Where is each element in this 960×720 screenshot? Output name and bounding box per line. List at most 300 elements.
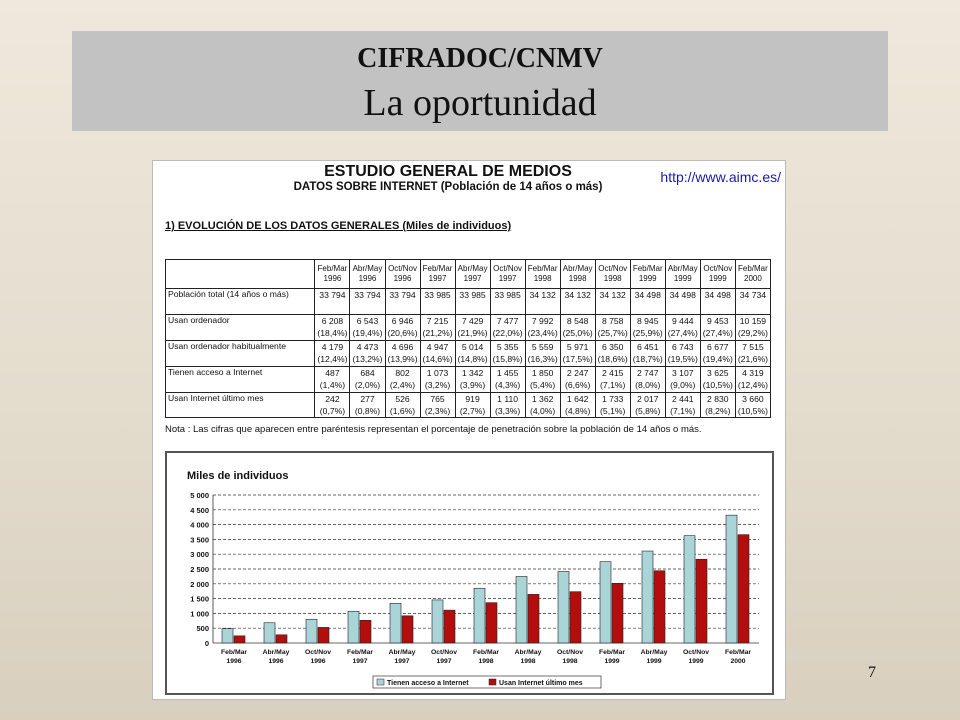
- table-cell: [735, 341, 770, 367]
- cell-value: 4 473: [356, 342, 379, 352]
- table-cell: [595, 367, 630, 393]
- table-cell: [350, 341, 385, 367]
- cell-percent: (16,3%): [527, 354, 558, 364]
- table-header-period: [350, 260, 385, 289]
- cell-value: 765: [430, 394, 445, 404]
- cell-value: 34 132: [599, 290, 626, 300]
- table-cell: [560, 289, 595, 315]
- bar-usage: [318, 627, 329, 643]
- table-cell: [315, 289, 350, 315]
- period-label-line: Abr/May: [457, 264, 488, 273]
- study-panel: [152, 160, 786, 700]
- cell-percent: (1,6%): [389, 406, 416, 416]
- table-cell: [315, 341, 350, 367]
- cell-value: 7 992: [531, 316, 554, 326]
- cell-value: 242: [325, 394, 340, 404]
- cell-value: 2 247: [566, 368, 589, 378]
- table-header-period: [560, 260, 595, 289]
- table-cell: [350, 367, 385, 393]
- cell-value: 1 110: [497, 394, 519, 404]
- period-label-line: Feb/Mar: [317, 264, 348, 273]
- period-label-line: 1999: [708, 274, 727, 283]
- cell-value: 9 453: [707, 316, 729, 326]
- bar-usage: [276, 635, 287, 643]
- x-tick-label: Oct/Nov: [430, 649, 458, 656]
- cell-percent: (15,8%): [492, 354, 523, 364]
- table-header-period: [420, 260, 455, 289]
- cell-percent: (29,2%): [737, 328, 768, 338]
- x-tick-label: 1998: [520, 658, 536, 665]
- table-header-row: [166, 260, 771, 289]
- cell-value: 34 498: [669, 290, 696, 300]
- table-cell: [385, 341, 420, 367]
- cell-value: 6 350: [601, 342, 624, 352]
- cell-value: 4 319: [742, 368, 764, 378]
- table-cell: [315, 367, 350, 393]
- table-cell: [455, 367, 490, 393]
- cell-value: 6 451: [636, 342, 659, 352]
- cell-percent: (3,3%): [494, 406, 521, 416]
- table-cell: [490, 289, 525, 315]
- table-cell: [525, 367, 560, 393]
- x-tick-label: Oct/Nov: [682, 649, 710, 656]
- cell-percent: (18,7%): [632, 354, 663, 364]
- cell-percent: (7,1%): [670, 406, 696, 416]
- x-tick-label: Abr/May: [262, 649, 290, 656]
- table-cell: [455, 289, 490, 315]
- table-cell: [630, 367, 665, 393]
- cell-value: 919: [465, 394, 480, 404]
- table-cell: [665, 393, 700, 418]
- y-tick-label: 1 000: [190, 609, 209, 619]
- cell-percent: (14,8%): [457, 354, 488, 364]
- cell-percent: (3,2%): [424, 380, 451, 390]
- cell-percent: (6,6%): [565, 380, 591, 390]
- cell-value: 9 444: [672, 316, 694, 326]
- cell-value: 34 498: [634, 290, 661, 300]
- table-cell: [700, 393, 735, 418]
- y-tick-label: 3 000: [190, 550, 209, 560]
- x-tick-label: Feb/Mar: [346, 649, 374, 656]
- cell-value: 8 548: [566, 316, 589, 326]
- bar-usage: [570, 592, 581, 643]
- period-label-line: Oct/Nov: [493, 264, 523, 273]
- cell-percent: (2,3%): [424, 406, 451, 416]
- cell-value: 8 758: [601, 316, 624, 326]
- bar-access: [222, 629, 233, 643]
- x-tick-label: 1998: [478, 658, 494, 665]
- bar-usage: [654, 571, 665, 643]
- table-header-period: [490, 260, 525, 289]
- cell-percent: (18,4%): [317, 328, 348, 338]
- legend-label: Usan Internet último mes: [499, 680, 583, 687]
- table-cell: [490, 341, 525, 367]
- period-label-line: Feb/Mar: [632, 264, 663, 273]
- page-number: 7: [868, 664, 876, 681]
- cell-percent: (19,4%): [352, 328, 383, 338]
- cell-value: 5 355: [496, 342, 519, 352]
- cell-value: 6 743: [672, 342, 694, 352]
- period-label-line: Oct/Nov: [598, 264, 628, 273]
- table-cell: [350, 315, 385, 341]
- period-label-line: Feb/Mar: [738, 264, 768, 273]
- table-header-corner: [166, 260, 315, 289]
- table-cell: [630, 341, 665, 367]
- cell-percent: (20,6%): [387, 328, 418, 338]
- x-tick-label: 1998: [562, 658, 578, 665]
- bar-access: [432, 600, 443, 643]
- period-label-line: 1998: [568, 274, 587, 283]
- cell-value: 5 971: [566, 342, 589, 352]
- cell-percent: (10,5%): [702, 380, 733, 390]
- cell-percent: (17,5%): [562, 354, 593, 364]
- table-cell: [630, 289, 665, 315]
- cell-value: 4 947: [426, 342, 449, 352]
- cell-value: 33 794: [319, 290, 346, 300]
- table-header-period: [665, 260, 700, 289]
- cell-value: 6 677: [707, 342, 729, 352]
- table-header-period: [525, 260, 560, 289]
- cell-percent: (18,6%): [597, 354, 628, 364]
- cell-percent: (7,1%): [600, 380, 626, 390]
- cell-percent: (5,8%): [635, 406, 661, 416]
- bar-usage: [612, 583, 623, 643]
- x-tick-label: 1997: [352, 658, 368, 665]
- cell-percent: (12,4%): [737, 380, 768, 390]
- table-cell: [420, 393, 455, 418]
- period-label-line: 1999: [673, 274, 692, 283]
- study-title: ESTUDIO GENERAL DE MEDIOS: [324, 163, 572, 180]
- section-heading: 1) EVOLUCIÓN DE LOS DATOS GENERALES (Miles de individuos): [165, 220, 512, 232]
- bar-access: [390, 603, 401, 643]
- table-cell: [595, 315, 630, 341]
- x-tick-label: 1997: [394, 658, 410, 665]
- table-cell: [595, 289, 630, 315]
- bar-access: [726, 515, 737, 643]
- period-label-line: Feb/Mar: [422, 264, 453, 273]
- cell-value: 684: [360, 368, 375, 378]
- cell-percent: (22,0%): [492, 328, 523, 338]
- cell-value: 4 179: [321, 342, 344, 352]
- y-tick-label: 3 500: [190, 535, 209, 545]
- row-label: Usan ordenador habitualmente: [166, 341, 315, 367]
- table-body: [166, 289, 771, 418]
- table-cell: [735, 289, 770, 315]
- cell-value: 7 429: [461, 316, 484, 326]
- y-tick-label: 4 500: [190, 505, 209, 515]
- table-header-period: [735, 260, 770, 289]
- x-tick-label: 1999: [688, 658, 704, 665]
- legend-swatch: [377, 679, 384, 685]
- cell-percent: (4,0%): [529, 406, 556, 416]
- x-tick-label: 1999: [646, 658, 662, 665]
- cell-value: 2 415: [601, 368, 624, 378]
- cell-value: 33 985: [494, 290, 521, 300]
- source-url-link[interactable]: http://www.aimc.es/: [660, 169, 781, 185]
- cell-percent: (27,4%): [667, 328, 698, 338]
- slide-header: [72, 31, 888, 131]
- cell-value: 5 014: [461, 342, 484, 352]
- table-header-period: [595, 260, 630, 289]
- cell-value: 1 850: [531, 368, 554, 378]
- bar-usage: [234, 636, 245, 643]
- table-cell: [560, 367, 595, 393]
- table-header-period: [700, 260, 735, 289]
- table-note: Nota : Las cifras que aparecen entre paréntesis representan el porcentaje de penetración sobre la población de 14 años o más.: [165, 424, 702, 435]
- x-tick-label: 1996: [268, 658, 284, 665]
- x-tick-label: Abr/May: [514, 649, 542, 656]
- legend-label: Tienen acceso a Internet: [387, 680, 469, 687]
- x-tick-label: 1999: [604, 658, 620, 665]
- bar-access: [264, 623, 275, 643]
- table-row: [166, 289, 771, 315]
- cell-percent: (21,9%): [457, 328, 488, 338]
- cell-value: 34 132: [529, 290, 556, 300]
- cell-value: 1 733: [601, 394, 624, 404]
- table-cell: [700, 315, 735, 341]
- cell-value: 277: [360, 394, 375, 404]
- table-cell: [665, 289, 700, 315]
- table-row: [166, 341, 771, 367]
- table-cell: [700, 289, 735, 315]
- cell-percent: (0,7%): [319, 406, 346, 416]
- y-tick-label: 4 000: [190, 520, 209, 530]
- table-header-period: [315, 260, 350, 289]
- bar-usage: [402, 616, 413, 643]
- cell-percent: (2,7%): [459, 406, 486, 416]
- table-header-period: [455, 260, 490, 289]
- table-cell: [525, 341, 560, 367]
- cell-value: 34 734: [739, 290, 767, 300]
- period-label-line: 1996: [393, 274, 412, 283]
- cell-percent: (2,4%): [389, 380, 416, 390]
- table-cell: [350, 393, 385, 418]
- period-label-line: 1998: [603, 274, 622, 283]
- table-cell: [525, 289, 560, 315]
- table-row: [166, 367, 771, 393]
- table-cell: [455, 393, 490, 418]
- period-label-line: 2000: [744, 274, 762, 283]
- x-tick-label: 1996: [310, 658, 326, 665]
- table-cell: [315, 315, 350, 341]
- bar-access: [348, 611, 359, 643]
- table-header-period: [385, 260, 420, 289]
- period-label-line: Abr/May: [562, 264, 593, 273]
- cell-percent: (8,2%): [705, 406, 731, 416]
- cell-value: 33 985: [424, 290, 451, 300]
- period-label-line: 1997: [428, 274, 447, 283]
- chart-title: Miles de individuos: [187, 470, 289, 482]
- slide-subtitle: La oportunidad: [363, 82, 597, 124]
- x-tick-label: Feb/Mar: [472, 649, 500, 656]
- table-cell: [420, 315, 455, 341]
- table-cell: [525, 315, 560, 341]
- cell-value: 6 208: [321, 316, 344, 326]
- cell-value: 6 946: [391, 316, 414, 326]
- data-table: [165, 259, 771, 418]
- cell-percent: (0,8%): [354, 406, 381, 416]
- cell-value: 33 794: [389, 290, 416, 300]
- cell-percent: (25,9%): [632, 328, 663, 338]
- table-cell: [595, 341, 630, 367]
- cell-percent: (27,4%): [702, 328, 733, 338]
- period-label-line: 1996: [323, 274, 342, 283]
- period-label-line: 1997: [463, 274, 482, 283]
- table-row: [166, 393, 771, 418]
- table-cell: [350, 289, 385, 315]
- legend-swatch: [489, 679, 496, 685]
- cell-percent: (13,9%): [387, 354, 418, 364]
- cell-percent: (5,1%): [600, 406, 626, 416]
- cell-percent: (21,2%): [422, 328, 453, 338]
- row-label: Tienen acceso a Internet: [166, 367, 315, 393]
- cell-value: 2 747: [636, 368, 659, 378]
- y-tick-label: 500: [196, 624, 209, 634]
- x-tick-label: Abr/May: [640, 649, 668, 656]
- row-label: Usan ordenador: [166, 315, 315, 341]
- cell-value: 7 215: [426, 316, 449, 326]
- chart-container: [165, 451, 774, 695]
- cell-value: 487: [325, 368, 340, 378]
- period-label-line: Feb/Mar: [527, 264, 558, 273]
- table-cell: [420, 289, 455, 315]
- bar-access: [558, 572, 569, 643]
- bar-usage: [360, 620, 371, 643]
- bar-usage: [444, 610, 455, 643]
- period-label-line: 1998: [533, 274, 552, 283]
- table-cell: [630, 393, 665, 418]
- cell-value: 33 794: [354, 290, 381, 300]
- cell-value: 3 107: [672, 368, 694, 378]
- table-cell: [385, 289, 420, 315]
- period-label-line: Abr/May: [352, 264, 383, 273]
- bar-access: [474, 588, 485, 643]
- bar-access: [684, 536, 695, 643]
- cell-percent: (12,4%): [317, 354, 348, 364]
- bar-access: [642, 551, 653, 643]
- cell-percent: (19,4%): [702, 354, 733, 364]
- x-tick-label: Feb/Mar: [220, 649, 248, 656]
- cell-percent: (13,2%): [352, 354, 383, 364]
- cell-percent: (1,4%): [319, 380, 346, 390]
- bar-chart: [167, 453, 772, 693]
- cell-value: 1 342: [461, 368, 484, 378]
- cell-value: 7 515: [742, 342, 764, 352]
- cell-percent: (4,3%): [494, 380, 521, 390]
- cell-value: 3 625: [707, 368, 729, 378]
- period-label-line: Oct/Nov: [703, 264, 733, 273]
- table-cell: [490, 367, 525, 393]
- cell-percent: (3,9%): [459, 380, 486, 390]
- cell-value: 4 696: [391, 342, 414, 352]
- cell-percent: (25,0%): [562, 328, 593, 338]
- bar-usage: [528, 594, 539, 643]
- cell-value: 526: [395, 394, 410, 404]
- cell-value: 2 017: [636, 394, 659, 404]
- table-cell: [525, 393, 560, 418]
- cell-percent: (25,7%): [597, 328, 628, 338]
- table-cell: [420, 367, 455, 393]
- table-cell: [630, 315, 665, 341]
- table-cell: [385, 393, 420, 418]
- cell-value: 2 441: [672, 394, 694, 404]
- cell-percent: (8,0%): [635, 380, 661, 390]
- table-cell: [735, 315, 770, 341]
- bar-access: [600, 562, 611, 643]
- bar-access: [516, 576, 527, 643]
- cell-percent: (4,8%): [565, 406, 591, 416]
- y-tick-label: 2 000: [190, 579, 209, 589]
- bar-usage: [738, 535, 749, 643]
- bar-usage: [696, 559, 707, 643]
- cell-percent: (5,4%): [529, 380, 556, 390]
- y-tick-label: 2 500: [190, 565, 209, 574]
- cell-value: 7 477: [496, 316, 519, 326]
- cell-percent: (21,6%): [737, 354, 768, 364]
- table-cell: [735, 367, 770, 393]
- y-tick-label: 5 000: [190, 491, 209, 500]
- x-tick-label: Abr/May: [388, 649, 416, 656]
- cell-value: 1 362: [531, 394, 554, 404]
- table-cell: [560, 341, 595, 367]
- row-label: Usan Internet último mes: [166, 393, 315, 418]
- table-cell: [665, 315, 700, 341]
- table-cell: [560, 315, 595, 341]
- study-subtitle: DATOS SOBRE INTERNET (Población de 14 años o más): [293, 181, 603, 193]
- x-tick-label: Oct/Nov: [556, 649, 584, 656]
- cell-percent: (2,0%): [354, 380, 381, 390]
- slide-title: CIFRADOC/CNMV: [357, 43, 603, 74]
- row-label: Población total (14 años o más): [166, 289, 315, 315]
- y-tick-label: 1 500: [190, 594, 209, 604]
- cell-value: 6 543: [356, 316, 379, 326]
- table-cell: [700, 341, 735, 367]
- table-cell: [490, 393, 525, 418]
- bar-access: [306, 619, 317, 643]
- cell-value: 34 498: [704, 290, 731, 300]
- cell-value: 802: [395, 368, 410, 378]
- period-label-line: Oct/Nov: [388, 264, 417, 273]
- table-cell: [385, 315, 420, 341]
- table-cell: [315, 393, 350, 418]
- cell-percent: (9,0%): [670, 380, 696, 390]
- table-header-period: [630, 260, 665, 289]
- table-cell: [455, 315, 490, 341]
- table-cell: [665, 341, 700, 367]
- cell-value: 1 455: [496, 368, 519, 378]
- cell-percent: (10,5%): [737, 406, 768, 416]
- period-label-line: 1996: [358, 274, 377, 283]
- y-tick-label: 0: [204, 639, 209, 648]
- cell-value: 10 159: [739, 316, 767, 326]
- x-tick-label: 2000: [730, 658, 746, 665]
- table-cell: [490, 315, 525, 341]
- x-tick-label: Feb/Mar: [724, 649, 752, 656]
- bar-usage: [486, 603, 497, 643]
- table-cell: [420, 341, 455, 367]
- x-tick-label: 1997: [436, 658, 452, 665]
- table-cell: [595, 393, 630, 418]
- table-cell: [700, 367, 735, 393]
- table-row: [166, 315, 771, 341]
- cell-value: 3 660: [742, 394, 764, 404]
- cell-value: 1 073: [426, 368, 449, 378]
- cell-value: 33 985: [459, 290, 486, 300]
- x-tick-label: Feb/Mar: [598, 649, 626, 656]
- table-cell: [735, 393, 770, 418]
- cell-value: 5 559: [531, 342, 554, 352]
- table-cell: [385, 367, 420, 393]
